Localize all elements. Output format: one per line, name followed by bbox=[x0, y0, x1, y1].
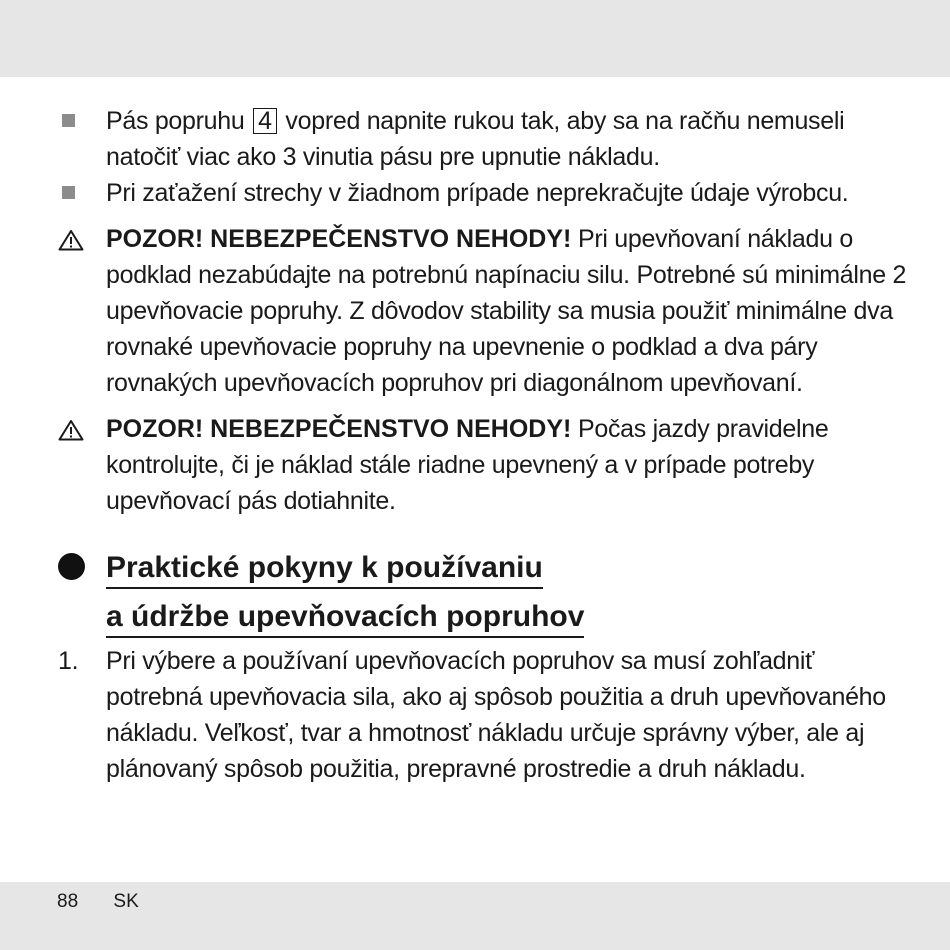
warning-item bbox=[58, 221, 908, 401]
reference-number-box: 4 bbox=[253, 108, 277, 134]
black-circle-icon bbox=[58, 553, 85, 580]
warning-label: POZOR! NEBEZPEČENSTVO NEHODY! bbox=[106, 415, 572, 443]
item-number: 1. bbox=[58, 647, 79, 675]
top-band bbox=[0, 0, 950, 77]
bullet-item bbox=[58, 103, 908, 175]
page-content bbox=[58, 103, 908, 787]
bottom-band bbox=[0, 882, 950, 950]
warning-text: Pri upevňovaní nákladu o podklad nezabúdajte na potrebnú napínaciu silu. Potrebné sú minimálne 2 upevňovacie popruhy. Z dôvodov stability sa musia použiť minimálne dva rovnaké upevňovacie popruhy na upevnenie o podklad a dva páry rovnakých upevňovacích popruhov pri diagonálnom upevňovaní. bbox=[106, 225, 907, 397]
section-heading-line-1: Praktické pokyny k používaniu bbox=[106, 549, 543, 589]
warning-item bbox=[58, 411, 908, 519]
square-bullet-icon bbox=[62, 186, 75, 199]
warning-triangle-icon bbox=[58, 229, 84, 251]
bullet-text: Pri zaťažení strechy v žiadnom prípade neprekračujte údaje výrobcu. bbox=[106, 179, 849, 207]
page-number: 88 bbox=[57, 891, 79, 912]
bullet-item bbox=[58, 175, 908, 211]
numbered-item-text: Pri výbere a používaní upevňovacích popruhov sa musí zohľadniť potrebná upevňovacia sila, ako aj spôsob použitia a druh upevňovaného nákladu. Veľkosť, tvar a hmotnosť nákladu určuje správny výber, ale aj plánovaný spôsob použitia, prepravné prostredie a druh nákladu. bbox=[106, 647, 886, 783]
language-code: SK bbox=[113, 891, 139, 912]
bullet-text-after: vopred napnite rukou tak, aby sa na račňu nemuseli natočiť viac ako 3 vinutia pásu pre upnutie nákladu. bbox=[106, 107, 845, 171]
section-heading bbox=[58, 545, 908, 643]
warning-text: Počas jazdy pravidelne kontrolujte, či je náklad stále riadne upevnený a v prípade potreby upevňovací pás dotiahnite. bbox=[106, 415, 829, 515]
warning-label: POZOR! NEBEZPEČENSTVO NEHODY! bbox=[106, 225, 572, 253]
warning-triangle-icon bbox=[58, 419, 84, 441]
bullet-text-before: Pás popruhu bbox=[106, 107, 245, 135]
numbered-item bbox=[58, 643, 908, 787]
page-footer bbox=[57, 889, 139, 915]
section-heading-line-2: a údržbe upevňovacích popruhov bbox=[106, 598, 584, 638]
square-bullet-icon bbox=[62, 114, 75, 127]
